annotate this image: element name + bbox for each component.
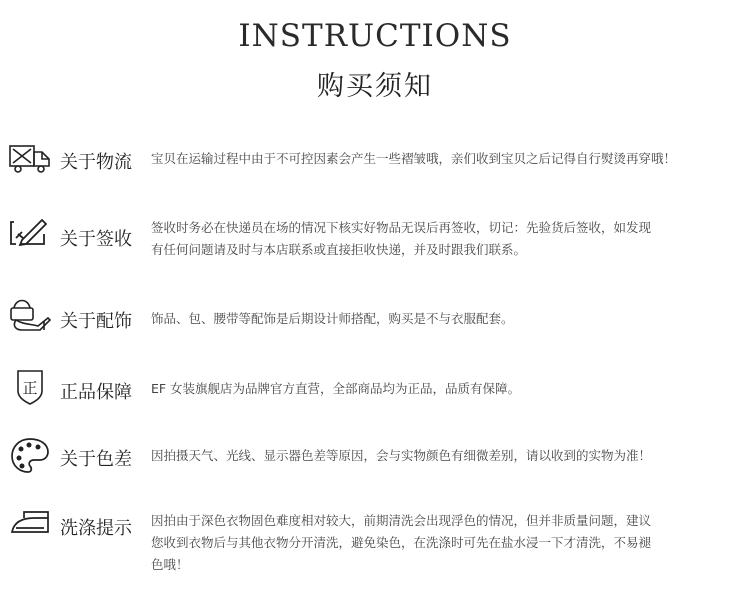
desc-line: 饰品、包、腰带等配饰是后期设计师搭配，购买是不与衣服配套。	[151, 311, 514, 326]
bag-shoe-icon	[8, 294, 52, 334]
page-title-english: INSTRUCTIONS	[238, 18, 512, 54]
desc-line: 因拍摄天气、光线、显示器色差等原因，会与实物颜色有细微差别，请以收到的实物为准！	[151, 448, 652, 463]
label-authenticity: 正品保障	[60, 382, 132, 403]
desc-logistics	[151, 148, 741, 170]
palette-icon	[8, 436, 52, 476]
desc-line: 宝贝在运输过程中由于不可控因素会产生一些褶皱哦，亲们收到宝贝之后记得自行熨烫再穿哦！	[151, 151, 677, 166]
truck-icon	[8, 140, 52, 180]
desc-line: 因拍由于深色衣物固色难度相对较大，前期清洗会出现浮色的情况，但并非质量问题，建议	[151, 513, 652, 528]
label-logistics: 关于物流	[60, 152, 132, 173]
label-washing: 洗涤提示	[60, 518, 132, 539]
desc-signing	[151, 217, 741, 261]
label-color: 关于色差	[60, 449, 132, 470]
shield-icon-text: 正	[22, 379, 38, 397]
page-title-chinese: 购买须知	[317, 71, 433, 102]
desc-line: 色哦！	[151, 557, 189, 572]
iron-icon	[8, 504, 52, 544]
desc-washing	[151, 510, 741, 576]
desc-line: 有任何问题请及时与本店联系或直接拒收快递，并及时跟我们联系。	[151, 242, 527, 257]
sign-pen-icon	[8, 214, 52, 254]
label-signing: 关于签收	[60, 229, 132, 250]
desc-authenticity	[151, 378, 741, 400]
shield-icon	[8, 367, 52, 407]
desc-line: EF 女装旗舰店为品牌官方直营，全部商品均为正品，品质有保障。	[151, 381, 521, 396]
desc-color	[151, 445, 741, 467]
desc-line: 您收到衣物后与其他衣物分开清洗，避免染色，在洗涤时可先在盐水浸一下才清洗，不易褪	[151, 535, 652, 550]
desc-accessories	[151, 308, 741, 330]
desc-line: 签收时务必在快递员在场的情况下核实好物品无误后再签收，切记：先验货后签收，如发现	[151, 220, 652, 235]
label-accessories: 关于配饰	[60, 311, 132, 332]
